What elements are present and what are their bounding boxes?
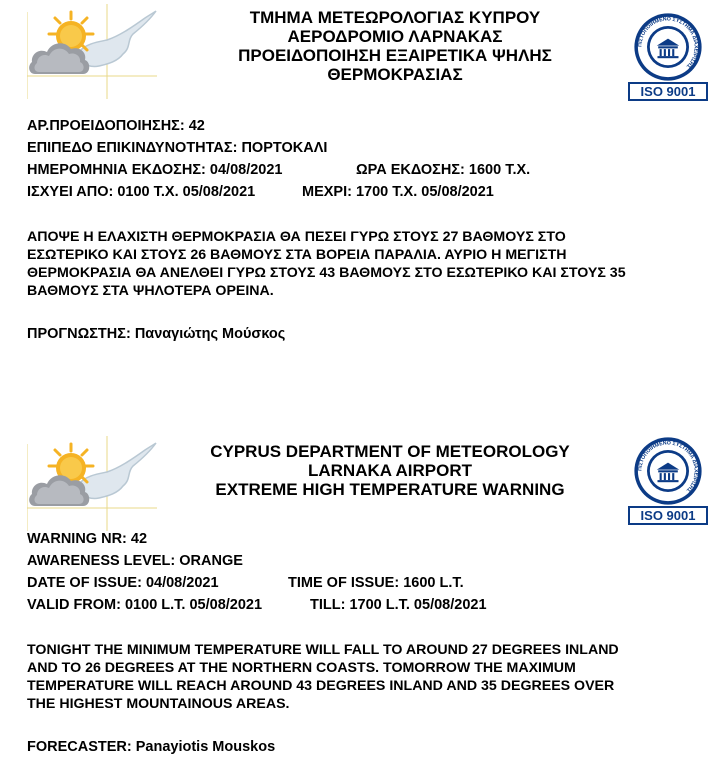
iso-seal-text: ΠΙΣΤΟΠΟΙΗΜΕΝΟ ΣΥΣΤΗΜΑ ΔΙΑΧΕΙΡΙΣΗΣ <box>637 16 699 70</box>
valid-from: ΙΣΧΥΕΙ ΑΠΟ: 0100 Τ.Χ. 05/08/2021 <box>27 184 256 200</box>
greek-title-line: ΠΡΟΕΙΔΟΠΟΙΗΣΗ ΕΞΑΙΡΕΤΙΚΑ ΨΗΛΗΣ <box>238 46 552 65</box>
valid-till: ΜΕΧΡΙ: 1700 Τ.Χ. 05/08/2021 <box>302 184 494 200</box>
greek-title <box>190 8 600 84</box>
awareness-level: ΕΠΙΠΕΔΟ ΕΠΙΚΙΝΔΥΝΟΤΗΤΑΣ: ΠΟΡΤΟΚΑΛΙ <box>27 140 328 156</box>
warning-text-line: TEMPERATURE WILL REACH AROUND 43 DEGREES INLAND AND 35 DEGREES OVER <box>27 678 615 694</box>
warning-text-line: ΑΠΟΨΕ Η ΕΛΑΧΙΣΤΗ ΘΕΡΜΟΚΡΑΣΙΑ ΘΑ ΠΕΣΕΙ ΓΥΡΩ ΣΤΟΥΣ 27 ΒΑΘΜΟΥΣ ΣΤΟ <box>27 229 566 245</box>
warning-number: WARNING NR: 42 <box>27 531 148 547</box>
awareness-level: AWARENESS LEVEL: ORANGE <box>27 553 243 569</box>
iso-logo <box>626 12 710 102</box>
english-title-line: CYPRUS DEPARTMENT OF METEOROLOGY <box>210 442 570 461</box>
greek-title-line: ΑΕΡΟΔΡΟΜΙΟ ΛΑΡΝΑΚΑΣ <box>287 27 503 46</box>
english-title <box>175 442 605 499</box>
english-title-line: EXTREME HIGH TEMPERATURE WARNING <box>215 480 565 499</box>
warning-text <box>27 228 707 300</box>
warning-text-line: AND TO 26 DEGREES AT THE NORTHERN COASTS. TOMORROW THE MAXIMUM <box>27 660 576 676</box>
forecaster: FORECASTER: Panayiotis Mouskos <box>27 739 276 755</box>
warning-number: ΑΡ.ΠΡΟΕΙΔΟΠΟΙΗΣΗΣ: 42 <box>27 118 205 134</box>
iso-label: ISO 9001 <box>628 82 708 101</box>
english-title-line: LARNAKA AIRPORT <box>307 461 472 480</box>
warning-text-line: THE HIGHEST MOUNTAINOUS AREAS. <box>27 696 290 712</box>
warning-text-line: TONIGHT THE MINIMUM TEMPERATURE WILL FALL TO AROUND 27 DEGREES INLAND <box>27 642 619 658</box>
warning-text-line: ΘΕΡΜΟΚΡΑΣΙΑ ΘΑ ΑΝΕΛΘΕΙ ΓΥΡΩ ΣΤΟΥΣ 43 ΒΑΘΜΟΥΣ ΣΤΟ ΕΣΩΤΕΡΙΚΟ ΚΑΙ ΣΤΟΥΣ 35 <box>27 265 626 281</box>
warning-text-line: ΒΑΘΜΟΥΣ ΣΤΑ ΨΗΛΟΤΕΡΑ ΟΡΕΙΝΑ. <box>27 283 274 299</box>
valid-from: VALID FROM: 0100 L.T. 05/08/2021 <box>27 597 263 613</box>
iso-seal-icon <box>626 436 710 506</box>
iso-logo <box>626 436 710 526</box>
valid-till: TILL: 1700 L.T. 05/08/2021 <box>310 597 487 613</box>
iso-label: ISO 9001 <box>628 506 708 525</box>
iso-seal-icon <box>626 12 710 82</box>
greek-title-line: ΘΕΡΜΟΚΡΑΣΙΑΣ <box>327 65 463 84</box>
iso-seal-text: ΠΙΣΤΟΠΟΙΗΜΕΝΟ ΣΥΣΤΗΜΑ ΔΙΑΧΕΙΡΙΣΗΣ <box>637 440 699 494</box>
warning-text <box>27 641 707 713</box>
forecaster: ΠΡΟΓΝΩΣΤΗΣ: Παναγιώτης Μούσκος <box>27 326 286 342</box>
date-of-issue: DATE OF ISSUE: 04/08/2021 <box>27 575 219 591</box>
time-of-issue: TIME OF ISSUE: 1600 L.T. <box>288 575 464 591</box>
cloud-sun-icon <box>27 4 157 99</box>
warning-text-line: ΕΣΩΤΕΡΙΚΟ ΚΑΙ ΣΤΟΥΣ 26 ΒΑΘΜΟΥΣ ΣΤΑ ΒΟΡΕΙΑ ΠΑΡΑΛΙΑ. ΑΥΡΙΟ Η ΜΕΓΙΣΤΗ <box>27 247 567 263</box>
time-of-issue: ΩΡΑ ΕΚΔΟΣΗΣ: 1600 Τ.Χ. <box>356 162 531 178</box>
greek-title-line: ΤΜΗΜΑ ΜΕΤΕΩΡΟΛΟΓΙΑΣ ΚΥΠΡΟΥ <box>249 8 541 27</box>
date-of-issue: ΗΜΕΡΟΜΗΝΙΑ ΕΚΔΟΣΗΣ: 04/08/2021 <box>27 162 283 178</box>
cloud-sun-icon <box>27 436 157 531</box>
